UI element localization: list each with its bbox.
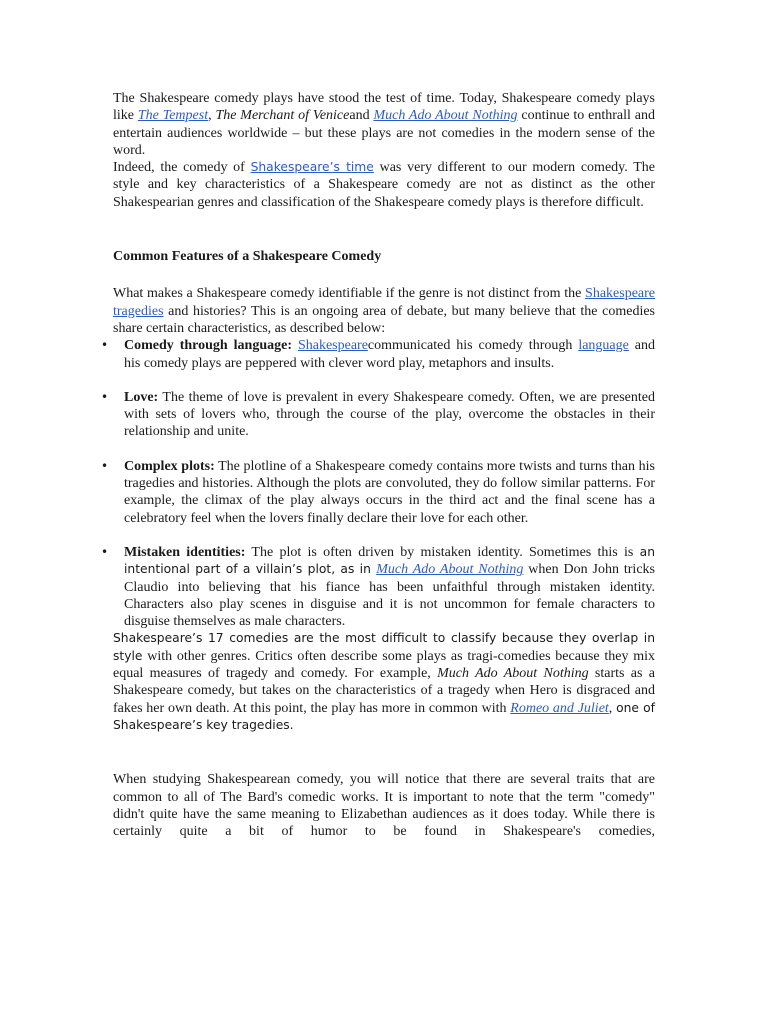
list-item-love <box>113 389 655 441</box>
link-language[interactable]: language <box>578 338 629 354</box>
features-intro <box>113 285 655 337</box>
link-shakespeare-tragedies[interactable]: Shakespeare tragedies <box>113 286 655 319</box>
bullet-label: Love: <box>124 389 159 405</box>
intro-paragraph-2 <box>113 159 655 211</box>
text: and histories? This is an ongoing area of debate, but many believe that the comedies share certain characteristics, as described below: <box>113 303 655 336</box>
text: , <box>608 700 617 716</box>
link-the-tempest[interactable]: The Tempest <box>137 108 209 124</box>
outro-paragraph <box>113 630 655 734</box>
list-item-comedy-language <box>113 337 655 372</box>
text: an intentional part of a villain’s plot, as in <box>124 544 655 577</box>
link-shakespeare[interactable]: Shakespeare <box>297 338 368 354</box>
bullet-label: Complex plots: <box>124 458 215 474</box>
link-much-ado-2[interactable]: Much Ado About Nothing <box>376 562 524 578</box>
text: when Don John tricks Claudio into believing that his fiance has been unfaithful through mistaken identity. Characters also play scenes in disguise and it is not uncommon for female characters to disguise themselves as male characters. <box>124 562 655 630</box>
text: with other genres. Critics often describe some plays as tragi-comedies because they mix equal measures of tragedy and comedy. For example, <box>113 648 655 682</box>
final-paragraph: When studying Shakespearean comedy, you will notice that there are several traits that are common to all of The Bard's comedic works. It is important to note that the term "comedy" didn't quite have the same meaning to Elizabethan audiences as it does today. While there is certainly quite a bit of humor to be found in Shakespeare's comedies, <box>113 772 655 840</box>
title-much-ado: Much Ado About Nothing <box>437 666 589 682</box>
link-shakespeares-time[interactable]: Shakespeare’s time <box>250 160 374 175</box>
list-item-complex-plots <box>113 458 655 527</box>
text: What makes a Shakespeare comedy identifiable if the genre is not distinct from the <box>113 286 586 302</box>
text: continue to enthrall and entertain audiences worldwide – but these plays are not comedies in the modern sense of the word. <box>113 108 655 158</box>
bullet-label: Comedy through language: <box>124 338 292 354</box>
text: communicated his comedy through <box>367 338 579 354</box>
bullet-label: Mistaken identities: <box>124 544 246 560</box>
title-merchant-of-venice: The Merchant of Venice <box>215 108 350 124</box>
document-page <box>113 90 655 840</box>
text: starts as a Shakespeare comedy, but takes on the characteristics of a tragedy when Hero is disgraced and fakes her own death. At this point, the play has more in common with <box>113 666 655 716</box>
text: The theme of love is prevalent in every Shakespeare comedy. Often, we are presented with sets of lovers who, through the course of the play, overcome the obstacles in their relationship and unite. <box>124 389 655 440</box>
text: The plotline of a Shakespeare comedy contains more twists and turns than his tragedies and histories. Although the plots are convoluted, they do follow similar patterns. For example, the climax of the play always occurs in the third act and the final scene has a celebratory feel when the lovers finally declare their love for each other. <box>124 458 655 526</box>
text: Indeed, the comedy of <box>113 160 251 176</box>
text: The Shakespeare comedy plays have stood the test of time. Today, Shakespeare comedy plays like <box>113 91 655 124</box>
text: was very different to our modern comedy. The style and key characteristics of a Shakespeare comedy are not as distinct as the other Shakespearian genres and classification of the Shakespeare comedy plays is therefore difficult. <box>113 160 655 210</box>
text: The plot is often driven by mistaken identity. Sometimes this is <box>245 544 640 560</box>
list-item-mistaken-identities <box>113 544 655 630</box>
link-romeo-and-juliet[interactable]: Romeo and Juliet <box>510 700 609 716</box>
intro-paragraph-1 <box>113 90 655 159</box>
section-heading: Common Features of a Shakespeare Comedy <box>113 249 382 265</box>
text: one of Shakespeare’s key tragedies. <box>113 700 655 732</box>
link-much-ado[interactable]: Much Ado About Nothing <box>373 108 518 124</box>
text: and his comedy plays are peppered with clever word play, metaphors and insults. <box>124 338 656 371</box>
text: and <box>349 108 374 124</box>
text: Shakespeare’s 17 comedies are the most difficult to classify because they overlap in style <box>113 631 655 663</box>
features-list <box>113 337 655 630</box>
text: , <box>208 108 216 124</box>
